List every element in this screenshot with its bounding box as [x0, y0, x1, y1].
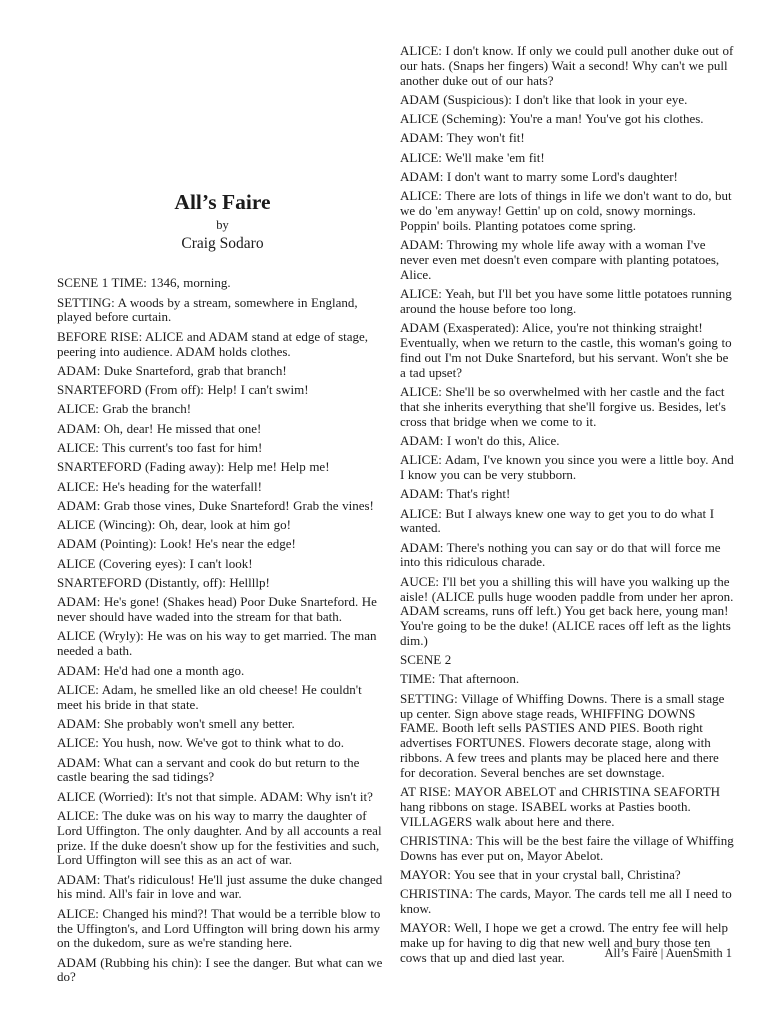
page-footer: All’s Faire | AuenSmith 1: [604, 946, 732, 960]
script-paragraph: ADAM: Duke Snarteford, grab that branch!: [57, 362, 287, 378]
script-paragraph: BEFORE RISE: ALICE and ADAM stand at edge of stage, peering into audience. ADAM holds clothes.: [57, 328, 369, 359]
script-paragraph: ALICE: The duke was on his way to marry the daughter of Lord Uffington. The only daughter. And by all accounts a real prize. If the duke doesn't show up for the festivities and such, Lord Uffington will see this as an act of war.: [57, 807, 382, 868]
script-paragraph: ALICE (Covering eyes): I can't look!: [57, 555, 253, 571]
script-paragraph: ALICE: Adam, he smelled like an old cheese! He couldn't meet his bride in that state.: [57, 681, 362, 712]
script-paragraph: TIME: That afternoon.: [400, 671, 520, 687]
right-column: [400, 44, 734, 970]
script-paragraph: CHRISTINA: The cards, Mayor. The cards tell me all I need to know.: [400, 886, 732, 917]
script-paragraph: AT RISE: MAYOR ABELOT and CHRISTINA SEAFORTH hang ribbons on stage. ISABEL works at Pasties booth. VILLAGERS walk about here and there.: [400, 784, 721, 829]
script-paragraph: CHRISTINA: This will be the best faire the village of Whiffing Downs has ever put on, Mayor Abelot.: [400, 832, 734, 863]
left-column-text: [57, 276, 388, 985]
script-paragraph: ALICE: But I always knew one way to get you to do what I wanted.: [400, 505, 715, 536]
script-paragraph: ADAM (Suspicious): I don't like that look in your eye.: [400, 91, 688, 107]
script-paragraph: ALICE: Yeah, but I'll bet you have some little potatoes running around the house before too long.: [400, 286, 732, 316]
left-column: [57, 190, 388, 990]
script-paragraph: ADAM: Oh, dear! He missed that one!: [57, 420, 262, 436]
script-paragraph: ALICE (Scheming): You're a man! You've got his clothes.: [400, 111, 704, 127]
script-paragraph: SCENE 2: [400, 652, 452, 668]
script-paragraph: AUCE: I'll bet you a shilling this will have you walking up the aisle! (ALICE pulls huge wooden paddle from under her apron. ADAM screams, runs off left.) You get back here, young man! You're going to be the duke! (ALICE races off left as the lights dim.): [400, 573, 734, 648]
script-paragraph: SETTING: Village of Whiffing Downs. There is a small stage up center. Sign above stage reads, WHIFFING DOWNS FAME. Booth left sells PASTIES AND PIES. Booth right advertises FORTUNES. Flowers decorate stage, along with ribbons. A few trees and plants may be placed here and there for decoration. Several benches are set downstage.: [400, 690, 725, 780]
script-paragraph: ALICE: There are lots of things in life we don't want to do, but we do 'em anyway! Gettin' up on cold, snowy mornings. Poppin' boils. Planting potatoes come spring.: [400, 188, 732, 233]
script-paragraph: ADAM: I don't want to marry some Lord's daughter!: [400, 169, 678, 185]
script-paragraph: ADAM: What can a servant and cook do but return to the castle bearing the sad tidings?: [57, 754, 360, 785]
script-paragraph: ALICE: He's heading for the waterfall!: [57, 478, 262, 494]
script-paragraph: SCENE 1 TIME: 1346, morning.: [57, 275, 231, 291]
title-block: [57, 190, 388, 253]
script-paragraph: MAYOR: You see that in your crystal ball, Christina?: [400, 867, 681, 883]
script-paragraph: ALICE: I don't know. If only we could pull another duke out of our hats. (Snaps her fingers) Wait a second! Why can't we pull another duke out of our hats?: [400, 43, 734, 88]
script-paragraph: ALICE (Wryly): He was on his way to get married. The man needed a bath.: [57, 628, 377, 659]
script-paragraph: ALICE: She'll be so overwhelmed with her castle and the fact that she inherits everything that she'll forgive us. Besides, let's cross that bridge when we come to it.: [400, 383, 726, 429]
script-paragraph: ALICE (Wincing): Oh, dear, look at him go!: [57, 517, 291, 533]
script-paragraph: SETTING: A woods by a stream, somewhere in England, played before curtain.: [57, 294, 358, 325]
script-paragraph: MAYOR: Well, I hope we get a crowd. The entry fee will help make up for having to dig that new well and bury those ten cows that up and died last year.: [400, 920, 728, 966]
author-name: Craig Sodaro: [181, 234, 264, 252]
script-paragraph: ADAM (Exasperated): Alice, you're not thinking straight! Eventually, when we return to the castle, this woman's going to find out I'm not Duke Snarteford, but his servant. Won't she be a tad upset?: [400, 320, 732, 380]
script-paragraph: ADAM (Pointing): Look! He's near the edge!: [57, 536, 296, 552]
script-paragraph: ALICE: This current's too fast for him!: [57, 439, 263, 455]
script-paragraph: SNARTEFORD (Fading away): Help me! Help me!: [57, 459, 330, 475]
script-paragraph: SNARTEFORD (Distantly, off): Hellllp!: [57, 575, 270, 591]
script-paragraph: ALICE: Changed his mind?! That would be a terrible blow to the Uffington's, and Lord Uffington will bring down his army on the dukedom, sure as we're standing here.: [57, 905, 381, 951]
script-paragraph: ALICE (Worried): It's not that simple. ADAM: Why isn't it?: [57, 788, 373, 804]
script-paragraph: ADAM (Rubbing his chin): I see the danger. But what can we do?: [57, 954, 383, 985]
script-paragraph: ALICE: We'll make 'em fit!: [400, 149, 545, 165]
script-paragraph: ADAM: That's ridiculous! He'll just assume the duke changed his mind. All's fair in love and war.: [57, 871, 383, 902]
script-paragraph: ADAM: I won't do this, Alice.: [400, 432, 560, 448]
script-paragraph: ALICE: Grab the branch!: [57, 401, 192, 417]
script-paragraph: ADAM: Throwing my whole life away with a woman I've never even met doesn't even compare with planting potatoes, Alice.: [400, 237, 720, 282]
script-paragraph: ADAM: That's right!: [400, 486, 511, 502]
script-paragraph: ADAM: There's nothing you can say or do that will force me into this ridiculous charade.: [400, 539, 721, 570]
script-paragraph: ADAM: Grab those vines, Duke Snarteford! Grab the vines!: [57, 497, 374, 513]
script-paragraph: ADAM: He'd had one a month ago.: [57, 662, 245, 678]
right-column-text: [400, 44, 734, 966]
byline: by: [216, 217, 229, 232]
script-paragraph: ADAM: They won't fit!: [400, 130, 525, 146]
script-paragraph: SNARTEFORD (From off): Help! I can't swim!: [57, 382, 309, 398]
script-paragraph: ALICE: You hush, now. We've got to think what to do.: [57, 735, 345, 751]
play-title: All’s Faire: [174, 190, 271, 214]
script-paragraph: ADAM: He's gone! (Shakes head) Poor Duke Snarteford. He never should have waded into the stream for that bath.: [57, 594, 377, 625]
script-paragraph: ADAM: She probably won't smell any better.: [57, 715, 295, 731]
script-paragraph: ALICE: Adam, I've known you since you were a little boy. And I know you can be very stubborn.: [400, 452, 734, 482]
